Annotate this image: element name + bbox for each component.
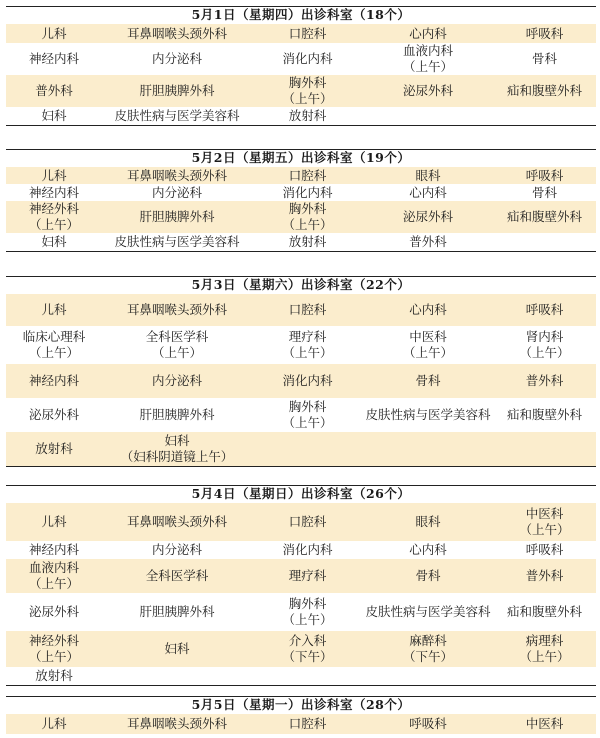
department-name: 胸外科	[288, 75, 327, 90]
department-name: 呼吸科	[525, 542, 564, 557]
table-row	[6, 631, 596, 667]
day-title: 5月2日（星期五）出诊科室（19个）	[6, 149, 596, 167]
department-name: 放射科	[288, 108, 327, 123]
department-cell	[102, 593, 252, 631]
department-name: 胸外科	[288, 399, 327, 414]
department-name: 内分泌科	[151, 51, 202, 66]
department-cell	[102, 233, 252, 251]
department-cell	[493, 432, 596, 466]
department-note: （上午）	[282, 612, 333, 627]
department-name: 中医科	[409, 329, 447, 344]
department-name: 神经内科	[28, 373, 79, 388]
department-name: 肝胆胰脾外科	[139, 604, 215, 619]
department-name: 神经内科	[28, 184, 79, 200]
department-name: 疝和腹壁外科	[506, 209, 582, 224]
department-name: 普外科	[525, 568, 564, 583]
department-cell	[252, 398, 363, 432]
department-name: 儿科	[41, 302, 67, 317]
department-cell	[102, 107, 252, 125]
department-cell	[6, 201, 102, 233]
department-cell	[6, 503, 102, 541]
department-cell	[363, 233, 493, 251]
department-cell	[102, 167, 252, 184]
department-cell	[363, 667, 493, 685]
department-name: 理疗科	[288, 329, 327, 344]
department-name: 耳鼻咽喉头颈外科	[126, 514, 227, 529]
department-cell	[252, 75, 363, 107]
department-name: 疝和腹壁外科	[506, 407, 582, 422]
department-cell	[363, 107, 493, 125]
day-schedule	[6, 6, 596, 126]
department-name: 内分泌科	[151, 184, 202, 200]
department-name: 神经内科	[28, 542, 79, 557]
department-name: 口腔科	[288, 716, 327, 731]
department-cell	[493, 364, 596, 398]
department-cell	[363, 201, 493, 233]
department-cell	[6, 233, 102, 251]
department-cell	[252, 201, 363, 233]
table-row	[6, 593, 596, 631]
department-cell	[363, 24, 493, 43]
table-row	[6, 107, 596, 125]
department-name: 胸外科	[288, 201, 327, 216]
department-cell	[102, 75, 252, 107]
department-name: 消化内科	[282, 184, 333, 200]
department-note: （上午）	[28, 576, 79, 591]
department-cell	[102, 364, 252, 398]
table-row	[6, 432, 596, 466]
department-name: 肾内科	[525, 329, 564, 344]
department-name: 消化内科	[282, 373, 333, 388]
department-cell	[252, 432, 363, 466]
department-cell	[493, 201, 596, 233]
department-name: 呼吸科	[409, 716, 447, 731]
department-cell	[102, 503, 252, 541]
department-name: 妇科	[164, 641, 190, 656]
table-row	[6, 714, 596, 734]
table-row	[6, 559, 596, 593]
department-cell	[363, 326, 493, 364]
day-title: 5月5日（星期一）出诊科室（28个）	[6, 696, 596, 714]
department-cell	[493, 43, 596, 75]
department-note: （上午）	[519, 345, 570, 360]
department-cell	[102, 43, 252, 75]
department-name: 呼吸科	[525, 302, 564, 317]
department-cell	[493, 75, 596, 107]
department-name: 临床心理科	[22, 329, 86, 344]
department-note: （上午）	[519, 649, 570, 664]
department-cell	[6, 43, 102, 75]
department-name: 骨科	[531, 184, 557, 200]
department-table	[6, 294, 596, 466]
department-cell	[102, 432, 252, 466]
department-name: 血液内科	[402, 43, 453, 58]
department-note: （上午）	[282, 217, 333, 232]
department-name: 耳鼻咽喉头颈外科	[126, 716, 227, 731]
department-cell	[493, 398, 596, 432]
table-row	[6, 233, 596, 251]
department-name: 肝胆胰脾外科	[139, 83, 215, 98]
department-name: 眼科	[415, 514, 441, 529]
day-schedule	[6, 696, 596, 734]
department-cell	[102, 184, 252, 201]
day-title: 5月3日（星期六）出诊科室（22个）	[6, 276, 596, 294]
department-name: 泌尿外科	[402, 83, 453, 98]
department-cell	[363, 75, 493, 107]
table-row	[6, 364, 596, 398]
department-name: 骨科	[415, 568, 441, 583]
department-cell	[6, 107, 102, 125]
day-schedule	[6, 276, 596, 467]
department-cell	[6, 432, 102, 466]
department-table	[6, 167, 596, 251]
department-cell	[6, 167, 102, 184]
department-cell	[252, 326, 363, 364]
department-cell	[6, 667, 102, 685]
department-name: 中医科	[525, 506, 564, 521]
department-name: 肝胆胰脾外科	[139, 209, 215, 224]
department-cell	[493, 559, 596, 593]
department-name: 神经外科	[28, 201, 79, 216]
table-row	[6, 43, 596, 75]
department-name: 放射科	[35, 441, 73, 456]
department-name: 口腔科	[288, 25, 327, 41]
table-row	[6, 294, 596, 326]
department-cell	[102, 398, 252, 432]
department-cell	[252, 559, 363, 593]
department-cell	[493, 714, 596, 734]
department-cell	[252, 294, 363, 326]
department-cell	[493, 541, 596, 559]
department-cell	[6, 541, 102, 559]
day-schedule	[6, 149, 596, 252]
department-cell	[102, 24, 252, 43]
department-cell	[252, 667, 363, 685]
department-cell	[102, 667, 252, 685]
department-table	[6, 24, 596, 125]
department-cell	[363, 593, 493, 631]
department-note: （上午）	[402, 345, 453, 360]
section-divider	[6, 466, 596, 467]
department-cell	[6, 559, 102, 593]
table-row	[6, 184, 596, 201]
department-name: 儿科	[41, 25, 67, 41]
department-cell	[363, 631, 493, 667]
department-cell	[363, 398, 493, 432]
department-name: 中医科	[525, 716, 564, 731]
department-cell	[493, 593, 596, 631]
department-cell	[102, 631, 252, 667]
department-name: 普外科	[409, 234, 447, 249]
department-name: 妇科	[41, 108, 67, 123]
department-cell	[363, 714, 493, 734]
department-cell	[493, 167, 596, 184]
department-name: 骨科	[415, 373, 441, 388]
department-note: （妇科阴道镜上午）	[120, 449, 234, 464]
department-cell	[252, 631, 363, 667]
department-cell	[252, 714, 363, 734]
department-cell	[252, 503, 363, 541]
department-name: 皮肤性病与医学美容科	[365, 407, 491, 422]
department-cell	[493, 24, 596, 43]
department-cell	[252, 167, 363, 184]
department-name: 全科医学科	[145, 329, 209, 344]
department-cell	[363, 364, 493, 398]
department-note: （上午）	[28, 217, 79, 232]
table-row	[6, 24, 596, 43]
department-cell	[493, 667, 596, 685]
department-cell	[6, 294, 102, 326]
department-cell	[493, 326, 596, 364]
table-row	[6, 541, 596, 559]
department-name: 血液内科	[28, 560, 79, 575]
table-row	[6, 326, 596, 364]
department-name: 神经外科	[28, 633, 79, 648]
department-name: 神经内科	[28, 51, 79, 66]
department-cell	[6, 593, 102, 631]
department-note: （上午）	[282, 345, 333, 360]
table-row	[6, 167, 596, 184]
department-table	[6, 503, 596, 685]
department-name: 泌尿外科	[28, 604, 79, 619]
day-title: 5月4日（星期日）出诊科室（26个）	[6, 485, 596, 503]
department-cell	[363, 184, 493, 201]
department-name: 放射科	[288, 234, 327, 249]
department-cell	[252, 184, 363, 201]
table-row	[6, 667, 596, 685]
day-schedule	[6, 485, 596, 686]
department-note: （上午）	[282, 415, 333, 430]
department-name: 疝和腹壁外科	[506, 604, 582, 619]
department-cell	[102, 201, 252, 233]
department-name: 消化内科	[282, 51, 333, 66]
department-name: 病理科	[525, 633, 564, 648]
department-name: 心内科	[409, 542, 447, 557]
department-cell	[6, 184, 102, 201]
section-divider	[6, 125, 596, 126]
department-cell	[6, 714, 102, 734]
department-note: （上午）	[28, 345, 79, 360]
department-cell	[493, 294, 596, 326]
department-cell	[102, 714, 252, 734]
department-cell	[252, 43, 363, 75]
department-note: （上午）	[519, 522, 570, 537]
department-name: 胸外科	[288, 596, 327, 611]
department-name: 放射科	[35, 668, 73, 683]
department-cell	[493, 184, 596, 201]
department-name: 泌尿外科	[28, 407, 79, 422]
department-name: 疝和腹壁外科	[506, 83, 582, 98]
department-name: 皮肤性病与医学美容科	[365, 604, 491, 619]
department-name: 耳鼻咽喉头颈外科	[126, 302, 227, 317]
day-title: 5月1日（星期四）出诊科室（18个）	[6, 6, 596, 24]
department-cell	[493, 107, 596, 125]
department-cell	[6, 24, 102, 43]
department-note: （下午）	[402, 649, 453, 664]
department-cell	[252, 593, 363, 631]
department-name: 眼科	[415, 167, 441, 183]
table-row	[6, 398, 596, 432]
department-name: 皮肤性病与医学美容科	[114, 234, 240, 249]
department-cell	[363, 432, 493, 466]
department-name: 儿科	[41, 716, 67, 731]
department-name: 心内科	[409, 25, 447, 41]
department-note: （上午）	[402, 59, 453, 74]
department-cell	[6, 326, 102, 364]
department-cell	[363, 541, 493, 559]
department-name: 口腔科	[288, 167, 327, 183]
department-note: （下午）	[282, 649, 333, 664]
table-row	[6, 75, 596, 107]
department-note: （上午）	[151, 345, 202, 360]
department-cell	[363, 294, 493, 326]
department-name: 心内科	[409, 302, 447, 317]
department-name: 麻醉科	[409, 633, 447, 648]
department-name: 耳鼻咽喉头颈外科	[126, 25, 227, 41]
department-cell	[252, 541, 363, 559]
department-name: 口腔科	[288, 302, 327, 317]
department-table	[6, 714, 596, 734]
department-cell	[102, 294, 252, 326]
department-name: 肝胆胰脾外科	[139, 407, 215, 422]
department-cell	[493, 503, 596, 541]
department-cell	[6, 364, 102, 398]
department-note: （上午）	[282, 91, 333, 106]
department-name: 耳鼻咽喉头颈外科	[126, 167, 227, 183]
department-name: 理疗科	[288, 568, 327, 583]
department-cell	[6, 75, 102, 107]
department-name: 内分泌科	[151, 373, 202, 388]
department-name: 普外科	[525, 373, 564, 388]
department-name: 呼吸科	[525, 25, 564, 41]
department-cell	[493, 631, 596, 667]
department-cell	[252, 24, 363, 43]
department-cell	[102, 559, 252, 593]
department-cell	[363, 559, 493, 593]
department-note: （上午）	[28, 649, 79, 664]
department-cell	[252, 107, 363, 125]
section-divider	[6, 251, 596, 252]
department-name: 心内科	[409, 184, 447, 200]
department-name: 骨科	[531, 51, 557, 66]
department-name: 全科医学科	[145, 568, 209, 583]
department-name: 皮肤性病与医学美容科	[114, 108, 240, 123]
department-name: 内分泌科	[151, 542, 202, 557]
department-cell	[363, 503, 493, 541]
department-cell	[363, 167, 493, 184]
department-name: 妇科	[164, 433, 190, 448]
section-divider	[6, 685, 596, 686]
department-cell	[252, 364, 363, 398]
department-name: 口腔科	[288, 514, 327, 529]
department-cell	[102, 326, 252, 364]
department-cell	[6, 631, 102, 667]
table-row	[6, 503, 596, 541]
department-cell	[102, 541, 252, 559]
department-name: 妇科	[41, 234, 67, 249]
department-cell	[6, 398, 102, 432]
department-name: 泌尿外科	[402, 209, 453, 224]
department-name: 儿科	[41, 167, 67, 183]
department-cell	[252, 233, 363, 251]
department-name: 儿科	[41, 514, 67, 529]
department-name: 介入科	[288, 633, 327, 648]
department-name: 普外科	[35, 83, 73, 98]
table-row	[6, 201, 596, 233]
department-cell	[363, 43, 493, 75]
department-cell	[493, 233, 596, 251]
department-name: 消化内科	[282, 542, 333, 557]
department-name: 呼吸科	[525, 167, 564, 183]
